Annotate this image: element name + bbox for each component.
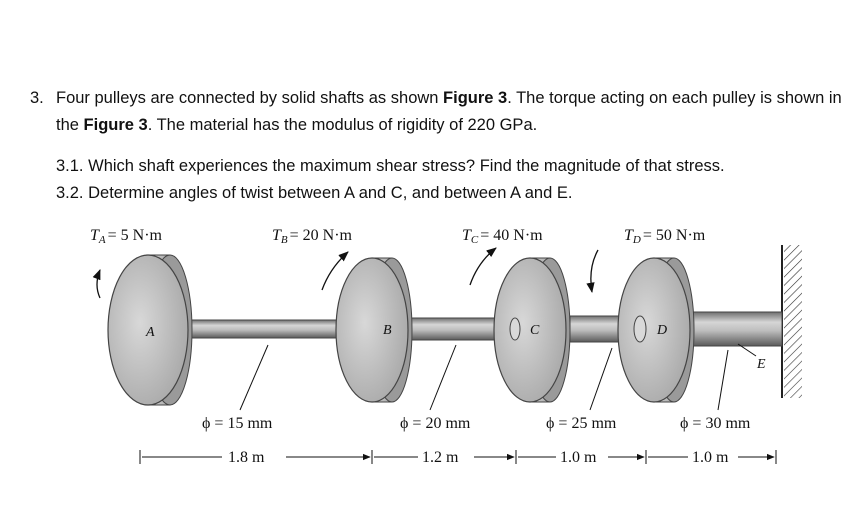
length-bc-label: 1.2 m (422, 449, 459, 466)
pulley-d (618, 258, 694, 402)
diameter-ab-leader (240, 345, 268, 410)
question-3-1: 3.1. Which shaft experiences the maximum shear stress? Find the magnitude of that stress. (56, 157, 725, 175)
point-d-label: D (657, 323, 668, 338)
diameter-de-leader (718, 350, 728, 410)
diameter-ab-label: ϕ = 15 mm (202, 415, 273, 432)
point-c-label: C (530, 323, 540, 338)
diameter-cd-label: ϕ = 25 mm (546, 415, 617, 432)
diameter-de-label: ϕ = 30 mm (680, 415, 751, 432)
problem-text: Four pulleys are connected by solid shafts as shown Figure 3. The torque acting on each pulley is shown in the Figure 3. The material has the modulus of rigidity of 220 GPa. (56, 89, 842, 134)
question-3-2: 3.2. Determine angles of twist between A and C, and between A and E. (56, 184, 573, 202)
figure-reference: Figure 3 (443, 89, 508, 107)
diameter-bc-leader (430, 345, 456, 410)
shaft-end-d (634, 316, 646, 342)
length-cd-label: 1.0 m (560, 449, 597, 466)
shaft-de (684, 312, 782, 346)
point-b-label: B (383, 323, 392, 338)
point-e-label: E (757, 357, 766, 372)
length-de-label: 1.0 m (692, 449, 729, 466)
torque-b-label: TB = 20 N·m (272, 227, 352, 246)
torque-a-label: TA = 5 N·m (90, 227, 162, 246)
torque-c-arrow (470, 248, 496, 285)
figure-reference: Figure 3 (83, 116, 148, 134)
torque-d-label: TD = 50 N·m (624, 227, 706, 246)
point-a-label: A (146, 325, 155, 340)
diameter-cd-leader (590, 348, 612, 410)
problem-number: 3. (30, 89, 44, 107)
torque-d-arrow (591, 250, 598, 292)
diameter-bc-label: ϕ = 20 mm (400, 415, 471, 432)
length-ab-label: 1.8 m (228, 449, 265, 466)
pulley-b (336, 258, 412, 402)
torque-c-label: TC = 40 N·m (462, 227, 543, 246)
fixed-wall (782, 245, 802, 398)
torque-a-arrow (97, 270, 100, 298)
shaft-end-c (510, 318, 520, 340)
